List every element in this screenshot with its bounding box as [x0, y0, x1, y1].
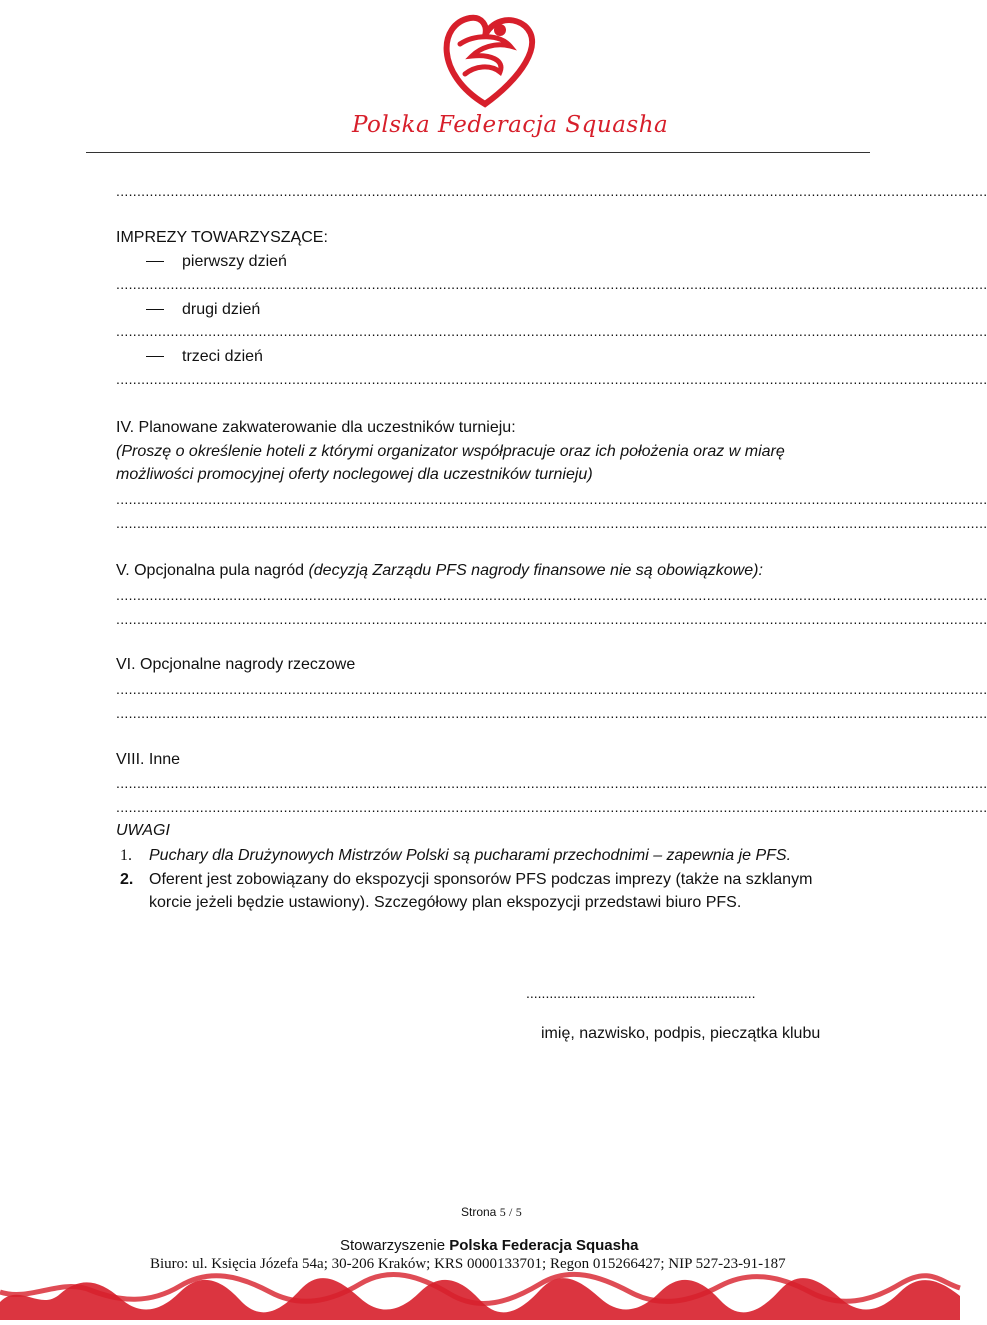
day-item: pierwszy dzień — [146, 252, 287, 272]
day-item: drugi dzień — [146, 300, 260, 320]
page-number: Strona 5 / 5 — [461, 1205, 522, 1219]
section-iv-note: (Proszę o określenie hoteli z którymi organizator współpracuje oraz ich położenia oraz w miarę — [116, 443, 785, 460]
dash-icon — [146, 356, 164, 357]
dots-line: ................................................................................................................................................................................................................ — [116, 515, 987, 531]
dots-line: ................................................................................................................................................................................................................ — [116, 775, 987, 791]
dash-icon — [146, 261, 164, 262]
header-divider — [86, 152, 870, 153]
dots-line: ................................................................................................................................................................................................................ — [116, 587, 987, 603]
uwagi-text: Oferent jest zobowiązany do ekspozycji sponsorów PFS podczas imprezy (także na szklanym — [149, 871, 813, 888]
footer-org: Stowarzyszenie Polska Federacja Squasha — [340, 1237, 639, 1254]
logo-heart-icon — [340, 4, 630, 114]
uwagi-number: 2. — [120, 871, 134, 888]
footer-decorative-band — [0, 1272, 960, 1320]
dots-line: ................................................................................................................................................................................................................ — [116, 799, 987, 815]
dots-line: ................................................................................................................................................................................................................ — [116, 323, 987, 339]
uwagi-text: Puchary dla Drużynowych Mistrzów Polski są pucharami przechodnimi – zapewnia je PFS. — [149, 847, 792, 864]
section-viii-heading: VIII. Inne — [116, 751, 181, 768]
section-iv-heading: IV. Planowane zakwaterowanie dla uczestników turnieju: — [116, 419, 516, 436]
uwagi-item — [120, 846, 792, 866]
footer-address: Biuro: ul. Księcia Józefa 54a; 30-206 Kraków; KRS 0000133701; Regon 015266427; NIP 527-23-91-187 — [150, 1256, 786, 1272]
dots-line: ................................................................................................................................................................................................................ — [116, 491, 987, 507]
uwagi-heading: UWAGI — [116, 822, 170, 839]
dots-line: ................................................................................................................................................................................................................ — [116, 183, 987, 199]
signature-label: imię, nazwisko, podpis, pieczątka klubu — [541, 1025, 821, 1042]
imprezy-heading: IMPREZY TOWARZYSZĄCE: — [116, 229, 328, 246]
section-v-heading: V. Opcjonalna pula nagród (decyzją Zarządu PFS nagrody finansowe nie są obowiązkowe): — [116, 562, 763, 579]
brush-stroke-icon — [0, 1272, 960, 1320]
dots-line: ................................................................................................................................................................................................................ — [116, 371, 987, 387]
section-vi-heading: VI. Opcjonalne nagrody rzeczowe — [116, 656, 356, 673]
signature-dots: ........................................................... — [526, 985, 756, 1001]
dots-line: ................................................................................................................................................................................................................ — [116, 681, 987, 697]
logo — [340, 4, 669, 152]
uwagi-number: 1. — [120, 847, 132, 864]
logo-text: Polska Federacja Squasha — [352, 112, 669, 138]
dots-line: ................................................................................................................................................................................................................ — [116, 705, 987, 721]
dots-line: ................................................................................................................................................................................................................ — [116, 611, 987, 627]
uwagi-text: korcie jeżeli będzie ustawiony). Szczegółowy plan ekspozycji przedstawi biuro PFS. — [149, 894, 742, 911]
section-iv-note: możliwości promocyjnej oferty noclegowej dla uczestników turnieju) — [116, 466, 593, 483]
dash-icon — [146, 309, 164, 310]
day-item: trzeci dzień — [146, 347, 263, 367]
uwagi-item — [120, 870, 813, 890]
section-v-note: (decyzją Zarządu PFS nagrody finansowe nie są obowiązkowe): — [308, 562, 763, 579]
dots-line: ................................................................................................................................................................................................................ — [116, 276, 987, 292]
